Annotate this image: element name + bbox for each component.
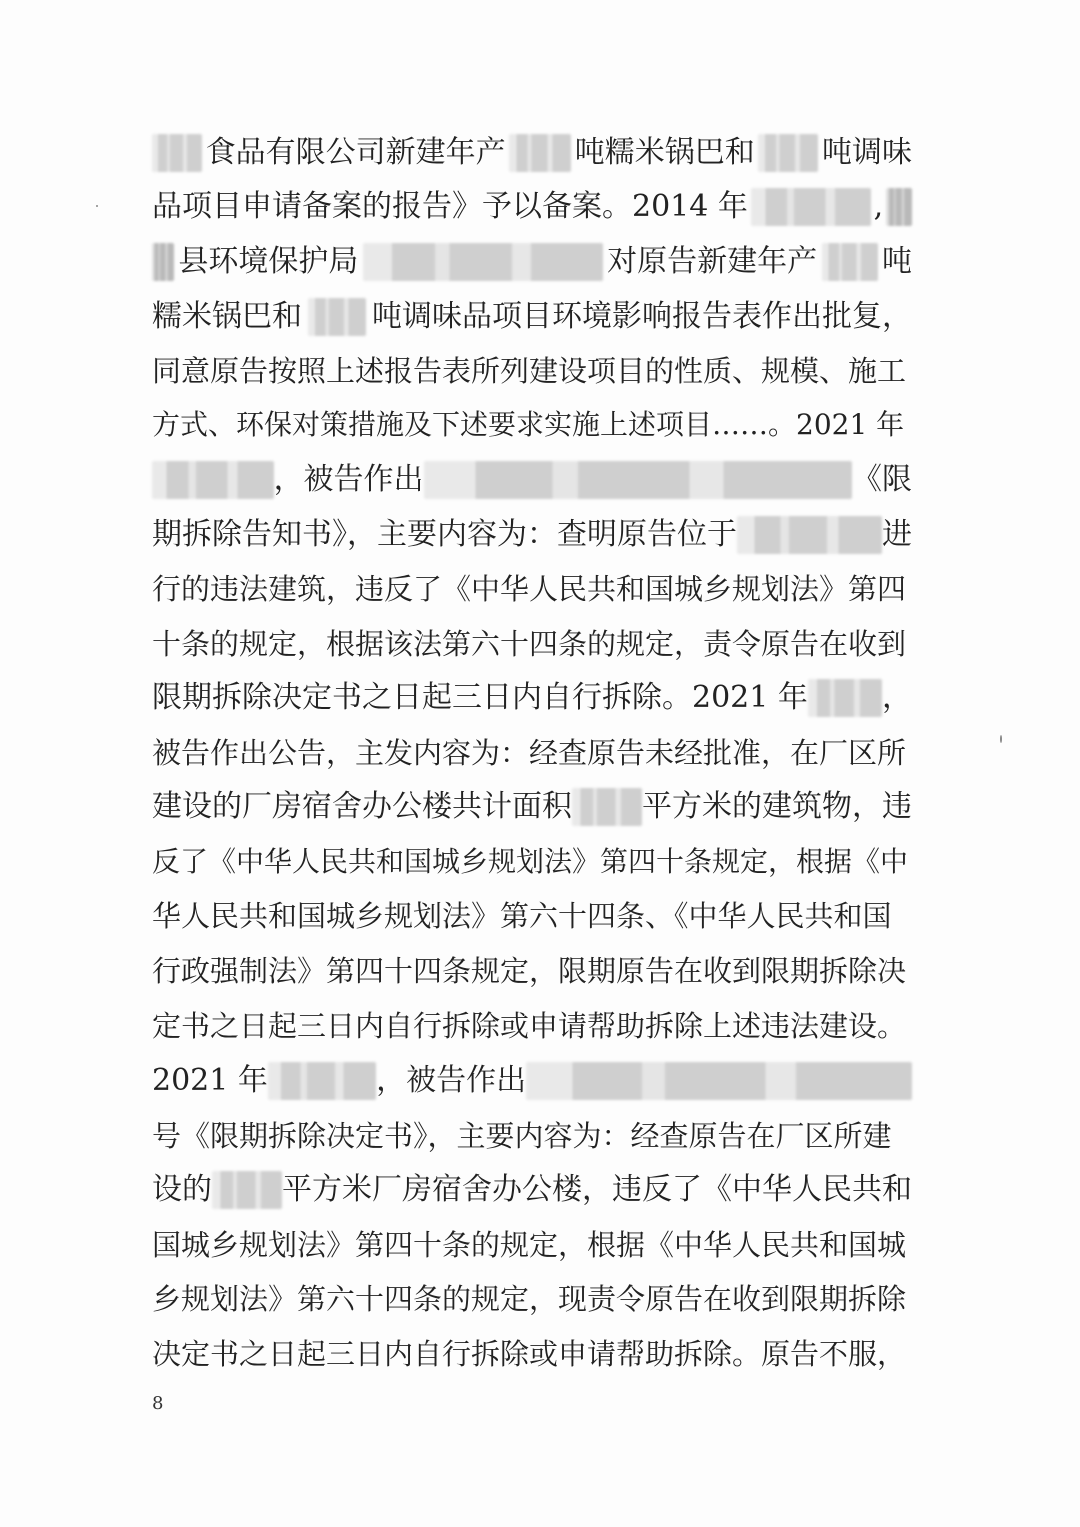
- scan-speck: [96, 205, 98, 207]
- redaction-block: [424, 461, 852, 499]
- text-segment: ，被告作出: [273, 462, 424, 497]
- redaction-block: [268, 1062, 376, 1100]
- text-segment: ，: [882, 680, 912, 715]
- text-segment: 定书之日起三日内自行拆除或申请帮助拆除上述违法建设。: [152, 1009, 907, 1043]
- text-segment: 行的违法建筑，违反了《中华人民共和国城乡规划法》第四: [152, 572, 907, 606]
- text-segment: 设的: [152, 1172, 212, 1207]
- redaction-block: [737, 516, 882, 554]
- text-line-9: [152, 561, 912, 617]
- text-line-6: [152, 397, 912, 453]
- text-line-5: [152, 343, 912, 399]
- redaction-block: [509, 134, 571, 172]
- text-line-10: [152, 616, 912, 672]
- text-line-23: [152, 1326, 912, 1382]
- text-segment: 被告作出公告，主发内容为：经查原告未经批准，在厂区所: [152, 736, 907, 770]
- text-segment: 行政强制法》第四十四条规定，限期原告在收到限期拆除决: [152, 954, 907, 988]
- text-segment: 糯米锅巴和: [152, 299, 302, 334]
- text-line-4: [152, 289, 912, 345]
- text-segment: 国城乡规划法》第四十条的规定，根据《中华人民共和国城: [152, 1228, 907, 1262]
- text-segment: 食品有限公司新建年产: [205, 135, 506, 170]
- text-segment: 品项目申请备案的报告》予以备案。2014 年: [152, 189, 748, 224]
- text-segment: 华人民共和国城乡规划法》第六十四条、《中华人民共和国: [152, 899, 892, 933]
- redaction-block: [363, 243, 603, 281]
- text-line-19: [152, 1108, 912, 1164]
- redaction-block: [572, 788, 642, 826]
- text-line-14: [152, 834, 912, 890]
- text-segment: 《限: [852, 462, 912, 497]
- redaction-block: [212, 1171, 282, 1209]
- redaction-block: [308, 298, 366, 336]
- text-segment: 吨调味品项目环境影响报告表作出批复，: [372, 299, 912, 334]
- text-segment: 平方米厂房宿舍办公楼，违反了《中华人民共和: [282, 1172, 912, 1207]
- text-segment: 吨调味: [821, 135, 912, 170]
- redaction-block: [822, 243, 878, 281]
- text-segment: ,: [873, 189, 884, 224]
- redaction-block: [152, 243, 174, 281]
- text-segment: 吨: [881, 244, 912, 279]
- text-line-2: [152, 179, 912, 235]
- text-line-8: [152, 507, 912, 563]
- text-segment: 乡规划法》第六十四条的规定，现责令原告在收到限期拆除: [152, 1282, 907, 1316]
- text-segment: 号《限期拆除决定书》，主要内容为：经查原告在厂区所建: [152, 1119, 892, 1153]
- text-segment: 同意原告按照上述报告表所列建设项目的性质、规模、施工: [152, 354, 907, 388]
- text-segment: 吨糯米锅巴和: [574, 135, 755, 170]
- text-segment: 期拆除告知书》，主要内容为：查明原告位于: [152, 517, 737, 552]
- text-line-1: [152, 125, 912, 181]
- redaction-block: [808, 679, 882, 717]
- text-segment: 限期拆除决定书之日起三日内自行拆除。2021 年: [152, 680, 808, 715]
- page-number: 8: [152, 1393, 164, 1414]
- text-line-22: [152, 1271, 912, 1327]
- redaction-block: [751, 188, 871, 226]
- text-segment: 县环境保护局: [178, 244, 359, 279]
- text-line-13: [152, 779, 912, 835]
- text-segment: 方式、环保对策措施及下述要求实施上述项目……。2021 年: [152, 408, 905, 441]
- text-line-20: [152, 1162, 912, 1218]
- text-segment: 平方米的建筑物，违: [642, 789, 912, 824]
- redaction-block: [526, 1062, 912, 1100]
- text-segment: 进: [882, 517, 912, 552]
- text-segment: ，被告作出: [376, 1063, 527, 1098]
- redaction-block: [758, 134, 818, 172]
- redaction-block: [886, 188, 912, 226]
- text-segment: 反了《中华人民共和国城乡规划法》第四十条规定，根据《中: [152, 845, 909, 878]
- text-segment: 决定书之日起三日内自行拆除或申请帮助拆除。原告不服，: [152, 1337, 907, 1371]
- text-line-12: [152, 725, 912, 781]
- text-line-15: [152, 888, 912, 944]
- text-segment: 十条的规定，根据该法第六十四条的规定，责令原告在收到: [152, 627, 907, 661]
- text-line-11: [152, 670, 912, 726]
- text-line-21: [152, 1217, 912, 1273]
- text-line-16: [152, 943, 912, 999]
- text-line-18: [152, 1053, 912, 1109]
- text-line-7: [152, 452, 912, 508]
- text-segment: 2021 年: [152, 1063, 268, 1098]
- redaction-block: [152, 461, 274, 499]
- scan-speck: [1000, 735, 1002, 743]
- text-line-3: [152, 234, 912, 290]
- text-line-17: [152, 998, 912, 1054]
- text-segment: 对原告新建年产: [607, 244, 818, 279]
- text-segment: 建设的厂房宿舍办公楼共计面积: [152, 789, 572, 824]
- redaction-block: [152, 134, 202, 172]
